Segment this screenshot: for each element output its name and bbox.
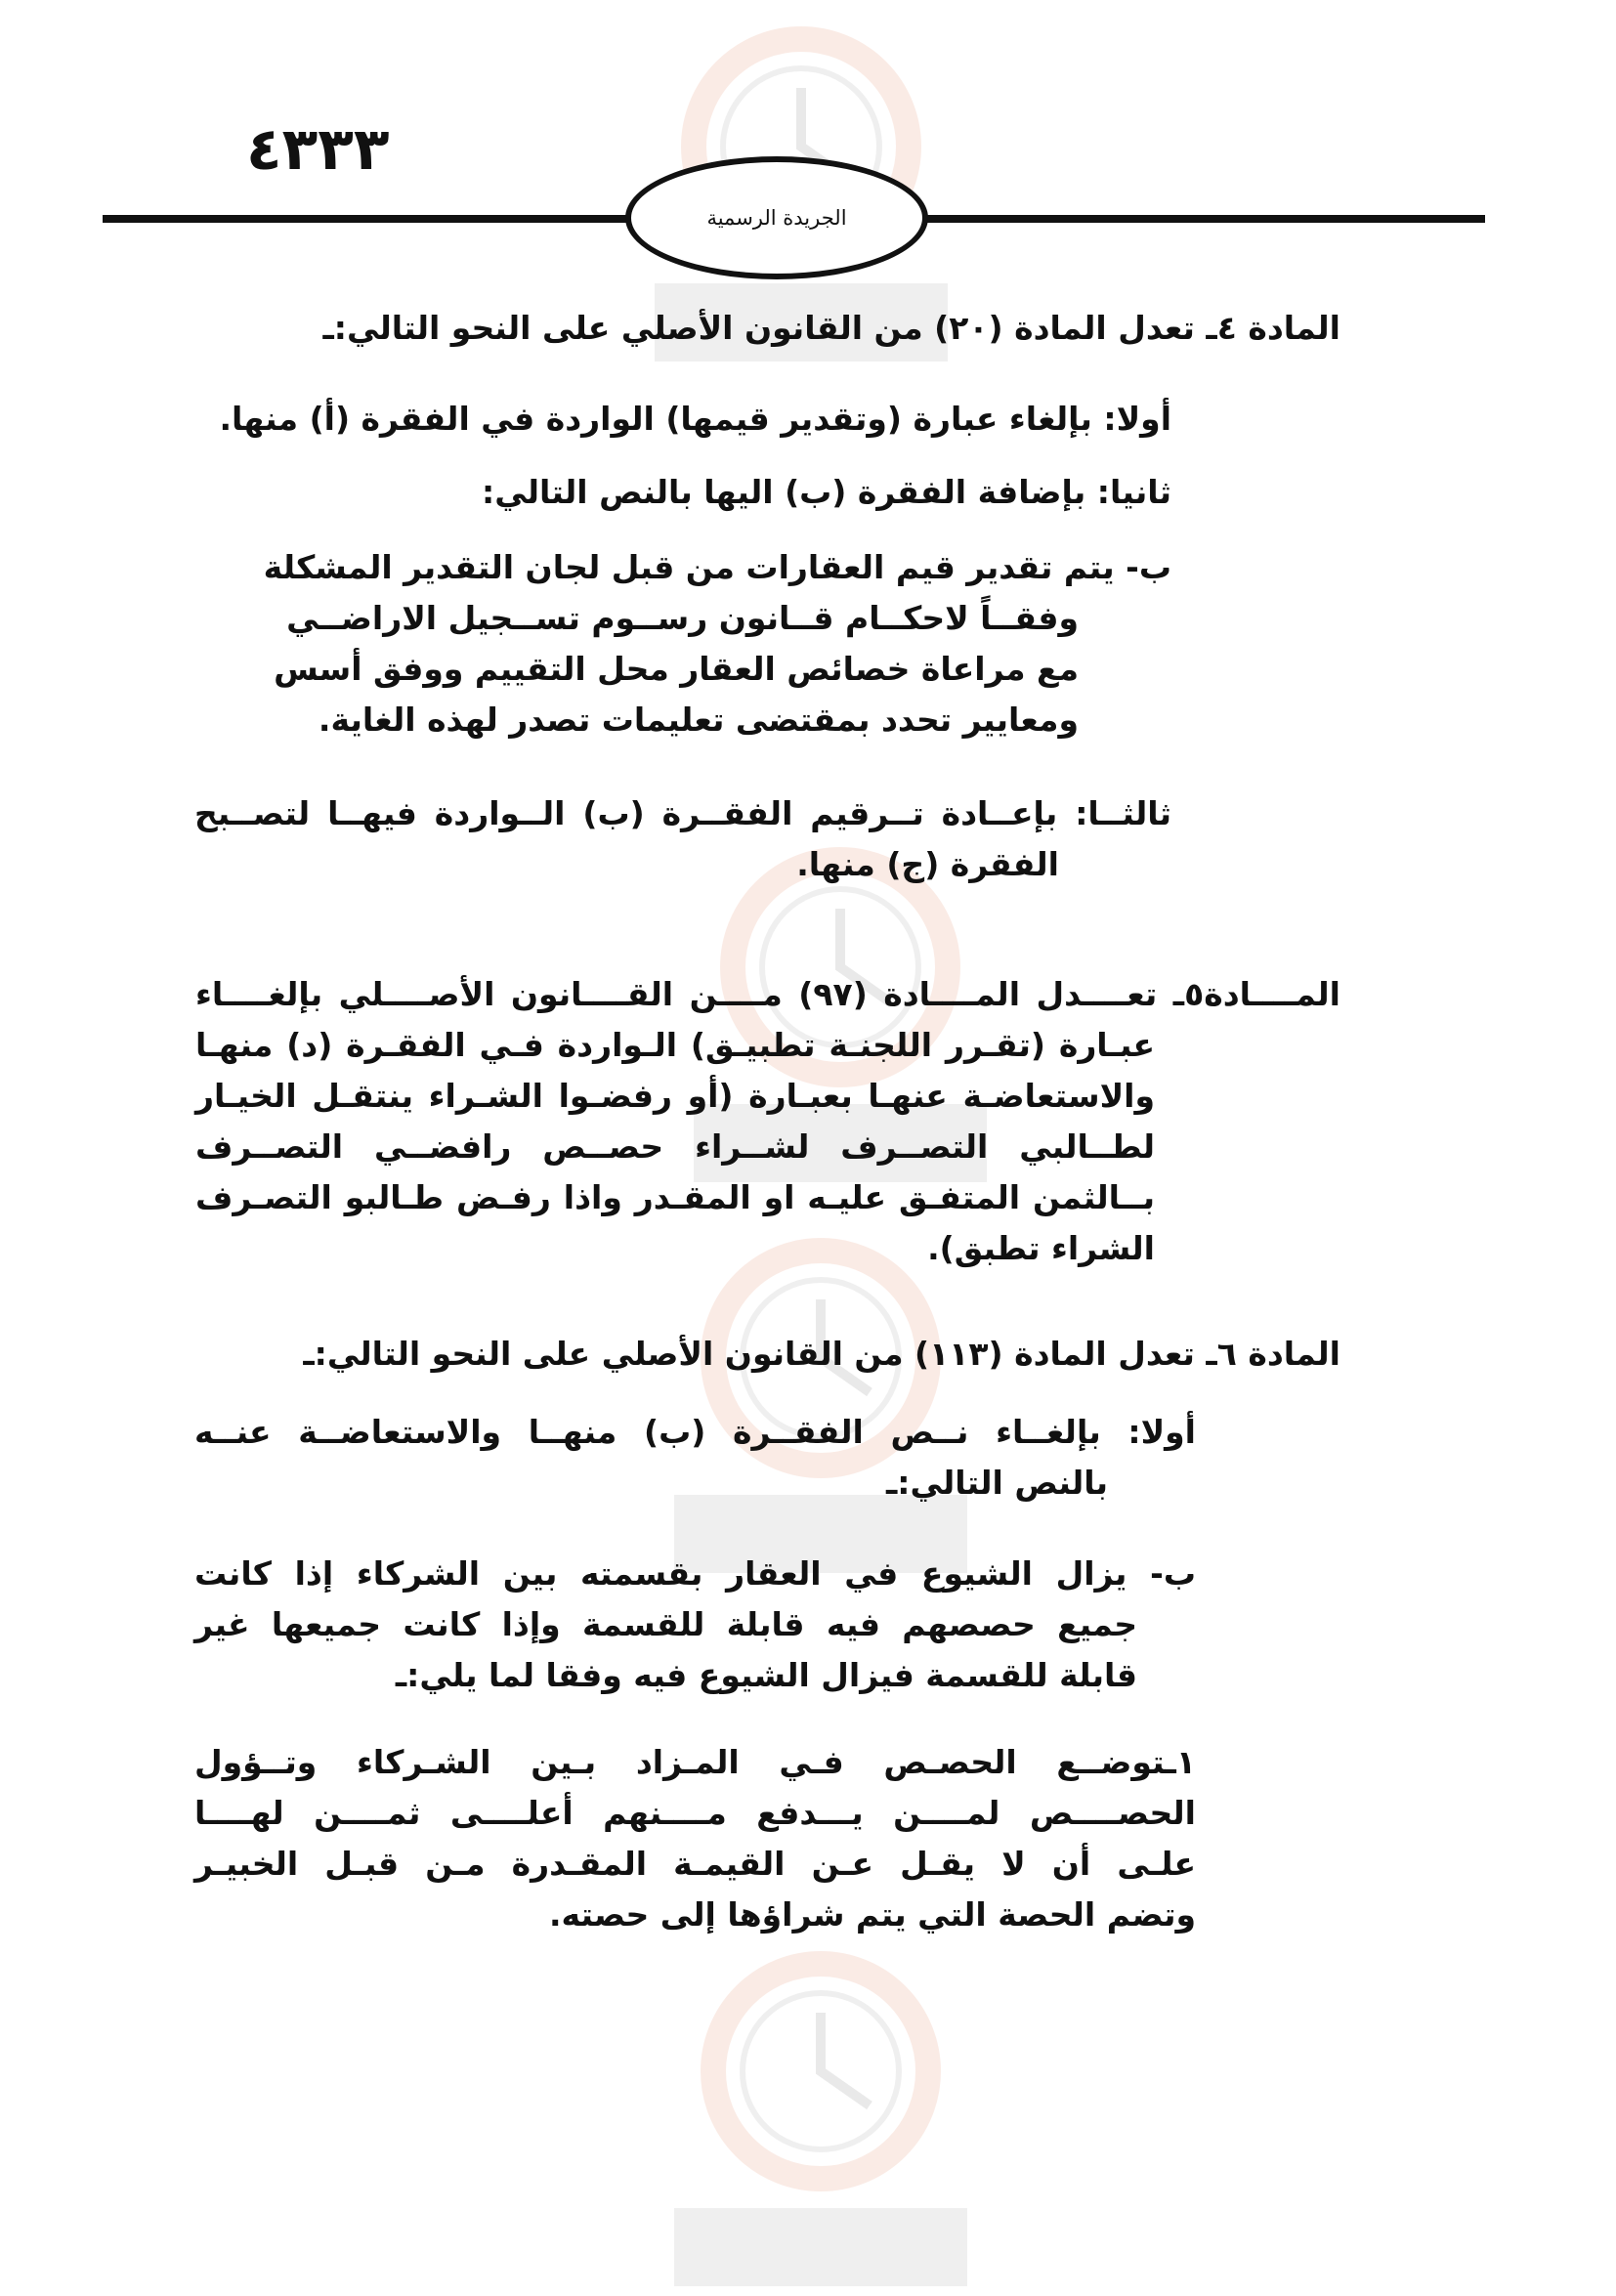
article4-third: ثالثــا: بإعــادة تــرقيم الفقــرة (ب) الــواردة فيهــا لتصــبح الفقرة (ج) منها. xyxy=(194,794,1171,883)
article4-first: أولا: بإلغاء عبارة (وتقدير قيمها) الواردة في الفقرة (أ) منها. xyxy=(219,400,1171,438)
watermark-clock-logo-bottom xyxy=(645,1944,997,2296)
article5: المــــادة٥ـ تعــــدل المــــادة (٩٧) مــــن القــــانون الأصــــلي بإلغــــاء عبـارة (تقـرر اللجنـة تطبيـق) الـواردة فـي الفقـرة (د) منهـا والاستعاضـة عنهـا بعبـارة (أو رفضـوا الشـراء ينتقـل الخيـار لطــالبي التصــرف لشــراء حصــص رافضــي التصــرف بــالثمن المتفـق عليـه او المقـدر واذا رفـض طـالبو التصـرف الشراء تطبق). xyxy=(195,975,1340,1267)
gazette-title-oval xyxy=(625,156,928,279)
gazette-title: الجريدة الرسمية xyxy=(706,206,847,230)
article6-first: أولا: بإلغــاء نــص الفقــرة (ب) منهــا والاستعاضــة عنــه بالنص التالي:ـ xyxy=(194,1413,1196,1502)
page-number: ٤٣٣٣ xyxy=(246,115,390,184)
article4-paragraph-b: ب- يتم تقدير قيم العقارات من قبل لجان التقدير المشكلة وفقــاً لاحكــام قــانون رســوم تســجيل الاراضــي مع مراعاة خصائص العقار محل التقييم ووفق أسس ومعايير تحدد بمقتضى تعليمات تصدر لهذه الغاية. xyxy=(263,548,1171,739)
article6-item-1: ١ـتوضــع الحصـص فـي المـزاد بـين الشـركاء وتــؤول الحصــــص لمــــن يـــدفع مــــنهم أعلــــى ثمــــن لهــــا علـى أن لا يقـل عـن القيمـة المقـدرة مـن قبـل الخبيـر وتضم الحصة التي يتم شراؤها إلى حصته. xyxy=(194,1743,1196,1934)
article6-heading: المادة ٦ـ تعدل المادة (١١٣) من القانون الأصلي على النحو التالي:ـ xyxy=(303,1335,1340,1373)
article4-heading: المادة ٤ـ تعدل المادة (٢٠) من القانون الأصلي على النحو التالي:ـ xyxy=(322,309,1340,347)
article6-paragraph-b: ب- يزال الشيوع في العقار بقسمته بين الشركاء إذا كانت جميع حصصهم فيه قابلة للقسمة وإذا كانت جميعها غير قابلة للقسمة فيزال الشيوع فيه وفقا لما يلي:ـ xyxy=(194,1554,1196,1694)
article4-second: ثانيا: بإضافة الفقرة (ب) اليها بالنص التالي: xyxy=(482,473,1171,511)
